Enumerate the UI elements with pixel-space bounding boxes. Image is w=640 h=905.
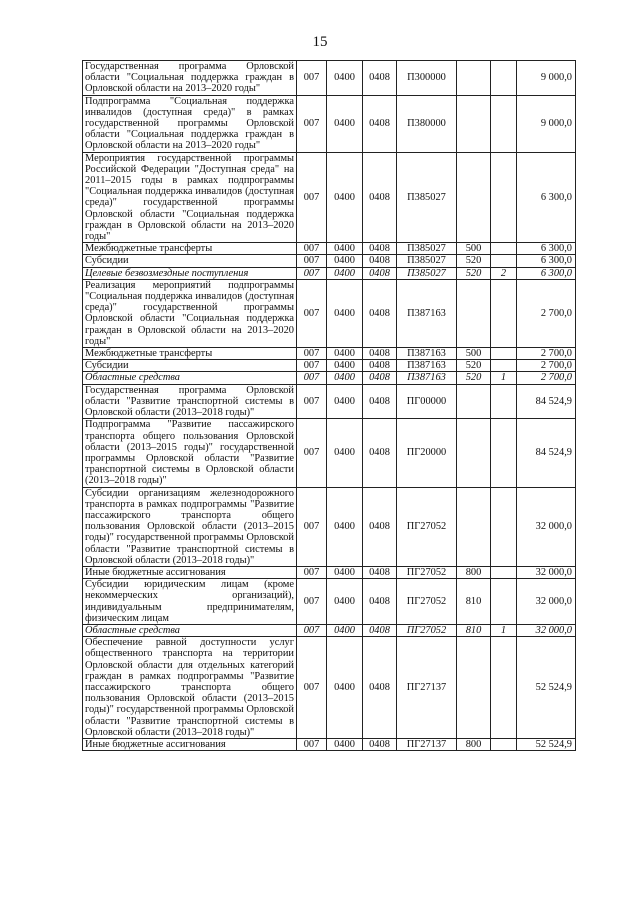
table-row (83, 579, 576, 625)
subsection-code: 0408 (363, 566, 397, 578)
admin-code: 007 (297, 566, 327, 578)
target-article-code: П387163 (397, 279, 457, 347)
amount: 2 700,0 (517, 372, 576, 384)
expense-type-code (457, 279, 491, 347)
section-code: 0400 (327, 279, 363, 347)
target-article-code: П385027 (397, 267, 457, 279)
target-article-code: ПГ27052 (397, 566, 457, 578)
section-code: 0400 (327, 579, 363, 625)
amount: 32 000,0 (517, 579, 576, 625)
amount: 6 300,0 (517, 255, 576, 267)
admin-code: 007 (297, 243, 327, 255)
target-article-code: ПГ27052 (397, 579, 457, 625)
amount: 2 700,0 (517, 348, 576, 360)
expense-type-code (457, 637, 491, 739)
section-code: 0400 (327, 152, 363, 243)
target-article-code: П380000 (397, 95, 457, 152)
amount: 9 000,0 (517, 95, 576, 152)
row-name: Субсидии (83, 360, 297, 372)
admin-code: 007 (297, 152, 327, 243)
target-article-code: ПГ00000 (397, 384, 457, 419)
table-row (83, 487, 576, 566)
section-code: 0400 (327, 384, 363, 419)
expense-type-code: 520 (457, 255, 491, 267)
table-row (83, 419, 576, 487)
subsection-code: 0408 (363, 95, 397, 152)
subsection-code: 0408 (363, 243, 397, 255)
table-row (83, 61, 576, 96)
row-name: Межбюджетные трансферты (83, 243, 297, 255)
expense-type-code: 520 (457, 360, 491, 372)
row-name: Государственная программа Орловской области "Развитие транспортной системы в Орловской области (2013–2018 годы)" (83, 384, 297, 419)
expense-type-code (457, 95, 491, 152)
admin-code: 007 (297, 624, 327, 636)
funding-source-code (491, 61, 517, 96)
table-row (83, 152, 576, 243)
target-article-code: П385027 (397, 243, 457, 255)
funding-source-code (491, 152, 517, 243)
row-name: Областные средства (83, 372, 297, 384)
target-article-code: П300000 (397, 61, 457, 96)
admin-code: 007 (297, 372, 327, 384)
target-article-code: П387163 (397, 348, 457, 360)
funding-source-code (491, 579, 517, 625)
section-code: 0400 (327, 372, 363, 384)
subsection-code: 0408 (363, 267, 397, 279)
amount: 84 524,9 (517, 384, 576, 419)
table-row (83, 255, 576, 267)
expense-type-code: 810 (457, 624, 491, 636)
funding-source-code: 1 (491, 624, 517, 636)
expense-type-code: 500 (457, 348, 491, 360)
section-code: 0400 (327, 487, 363, 566)
section-code: 0400 (327, 243, 363, 255)
subsection-code: 0408 (363, 360, 397, 372)
target-article-code: ПГ27052 (397, 624, 457, 636)
section-code: 0400 (327, 738, 363, 750)
row-name: Реализация мероприятий подпрограммы "Социальная поддержка инвалидов (доступная среда)" государственной программы Орловской области "Социальная поддержка граждан в Орловской области на 2013–2020 годы" (83, 279, 297, 347)
section-code: 0400 (327, 566, 363, 578)
subsection-code: 0408 (363, 738, 397, 750)
section-code: 0400 (327, 61, 363, 96)
funding-source-code (491, 360, 517, 372)
section-code: 0400 (327, 348, 363, 360)
amount: 9 000,0 (517, 61, 576, 96)
section-code: 0400 (327, 267, 363, 279)
expense-type-code: 520 (457, 267, 491, 279)
budget-table (82, 60, 576, 751)
section-code: 0400 (327, 637, 363, 739)
admin-code: 007 (297, 419, 327, 487)
target-article-code: ПГ27137 (397, 738, 457, 750)
amount: 6 300,0 (517, 243, 576, 255)
table-row (83, 279, 576, 347)
subsection-code: 0408 (363, 348, 397, 360)
funding-source-code (491, 637, 517, 739)
section-code: 0400 (327, 95, 363, 152)
admin-code: 007 (297, 255, 327, 267)
expense-type-code: 800 (457, 566, 491, 578)
subsection-code: 0408 (363, 279, 397, 347)
subsection-code: 0408 (363, 255, 397, 267)
subsection-code: 0408 (363, 624, 397, 636)
expense-type-code: 500 (457, 243, 491, 255)
row-name: Государственная программа Орловской области "Социальная поддержка граждан в Орловской области на 2013–2020 годы" (83, 61, 297, 96)
target-article-code: П385027 (397, 152, 457, 243)
subsection-code: 0408 (363, 384, 397, 419)
section-code: 0400 (327, 255, 363, 267)
row-name: Мероприятия государственной программы Российской Федерации "Доступная среда" на 2011–2015 годы в рамках подпрограммы "Социальная поддержка инвалидов (доступная среда)" государственной программы Орловской области "Социальная поддержка граждан в Орловской области на 2013–2020 годы" (83, 152, 297, 243)
section-code: 0400 (327, 360, 363, 372)
row-name: Субсидии организациям железнодорожного транспорта в рамках подпрограммы "Развитие пассажирского транспорта общего пользования Орловской области (2013–2015 годы)" государственной программы Орловской области "Развитие транспортной системы в Орловской области (2013–2018 годы)" (83, 487, 297, 566)
target-article-code: ПГ20000 (397, 419, 457, 487)
funding-source-code (491, 348, 517, 360)
row-name: Областные средства (83, 624, 297, 636)
target-article-code: П387163 (397, 360, 457, 372)
amount: 2 700,0 (517, 279, 576, 347)
admin-code: 007 (297, 738, 327, 750)
expense-type-code (457, 152, 491, 243)
table-row (83, 360, 576, 372)
amount: 32 000,0 (517, 566, 576, 578)
table-row (83, 637, 576, 739)
admin-code: 007 (297, 267, 327, 279)
table-row (83, 267, 576, 279)
funding-source-code: 1 (491, 372, 517, 384)
admin-code: 007 (297, 348, 327, 360)
row-name: Субсидии (83, 255, 297, 267)
subsection-code: 0408 (363, 152, 397, 243)
amount: 84 524,9 (517, 419, 576, 487)
amount: 32 000,0 (517, 624, 576, 636)
row-name: Целевые безвозмездные поступления (83, 267, 297, 279)
table-row (83, 348, 576, 360)
funding-source-code (491, 95, 517, 152)
amount: 52 524,9 (517, 738, 576, 750)
admin-code: 007 (297, 637, 327, 739)
amount: 2 700,0 (517, 360, 576, 372)
amount: 52 524,9 (517, 637, 576, 739)
target-article-code: П385027 (397, 255, 457, 267)
section-code: 0400 (327, 624, 363, 636)
table-row (83, 566, 576, 578)
table-row (83, 95, 576, 152)
funding-source-code (491, 419, 517, 487)
row-name: Подпрограмма "Развитие пассажирского транспорта общего пользования Орловской области (2013–2015 годы)" государственной программы Орловской области "Развитие транспортной системы в Орловской области (2013–2018 годы)" (83, 419, 297, 487)
table-row (83, 243, 576, 255)
section-code: 0400 (327, 419, 363, 487)
row-name: Иные бюджетные ассигнования (83, 738, 297, 750)
admin-code: 007 (297, 61, 327, 96)
subsection-code: 0408 (363, 579, 397, 625)
expense-type-code (457, 487, 491, 566)
table-body (83, 61, 576, 751)
admin-code: 007 (297, 579, 327, 625)
expense-type-code: 800 (457, 738, 491, 750)
amount: 6 300,0 (517, 152, 576, 243)
subsection-code: 0408 (363, 372, 397, 384)
funding-source-code (491, 243, 517, 255)
admin-code: 007 (297, 487, 327, 566)
subsection-code: 0408 (363, 487, 397, 566)
expense-type-code: 810 (457, 579, 491, 625)
admin-code: 007 (297, 384, 327, 419)
amount: 32 000,0 (517, 487, 576, 566)
expense-type-code: 520 (457, 372, 491, 384)
expense-type-code (457, 61, 491, 96)
funding-source-code (491, 487, 517, 566)
funding-source-code: 2 (491, 267, 517, 279)
funding-source-code (491, 384, 517, 419)
subsection-code: 0408 (363, 61, 397, 96)
subsection-code: 0408 (363, 419, 397, 487)
table-row (83, 624, 576, 636)
row-name: Субсидии юридическим лицам (кроме некоммерческих организаций), индивидуальным предпринимателям, физическим лицам (83, 579, 297, 625)
expense-type-code (457, 384, 491, 419)
subsection-code: 0408 (363, 637, 397, 739)
row-name: Межбюджетные трансферты (83, 348, 297, 360)
funding-source-code (491, 738, 517, 750)
target-article-code: ПГ27052 (397, 487, 457, 566)
admin-code: 007 (297, 95, 327, 152)
table-row (83, 738, 576, 750)
page-number: 15 (312, 34, 328, 50)
table-row (83, 372, 576, 384)
expense-type-code (457, 419, 491, 487)
admin-code: 007 (297, 279, 327, 347)
admin-code: 007 (297, 360, 327, 372)
row-name: Обеспечение равной доступности услуг общественного транспорта на территории Орловской области для отдельных категорий граждан в рамках подпрограммы "Развитие пассажирского транспорта общего пользования Орловской области (2013–2015 годы)" государственной программы Орловской области "Развитие транспортной системы в Орловской области (2013–2018 годы)" (83, 637, 297, 739)
amount: 6 300,0 (517, 267, 576, 279)
row-name: Иные бюджетные ассигнования (83, 566, 297, 578)
table-row (83, 384, 576, 419)
funding-source-code (491, 255, 517, 267)
target-article-code: П387163 (397, 372, 457, 384)
funding-source-code (491, 279, 517, 347)
row-name: Подпрограмма "Социальная поддержка инвалидов (доступная среда)" в рамках государственной программы Орловской области "Социальная поддержка граждан в Орловской области на 2013–2020 годы" (83, 95, 297, 152)
funding-source-code (491, 566, 517, 578)
target-article-code: ПГ27137 (397, 637, 457, 739)
